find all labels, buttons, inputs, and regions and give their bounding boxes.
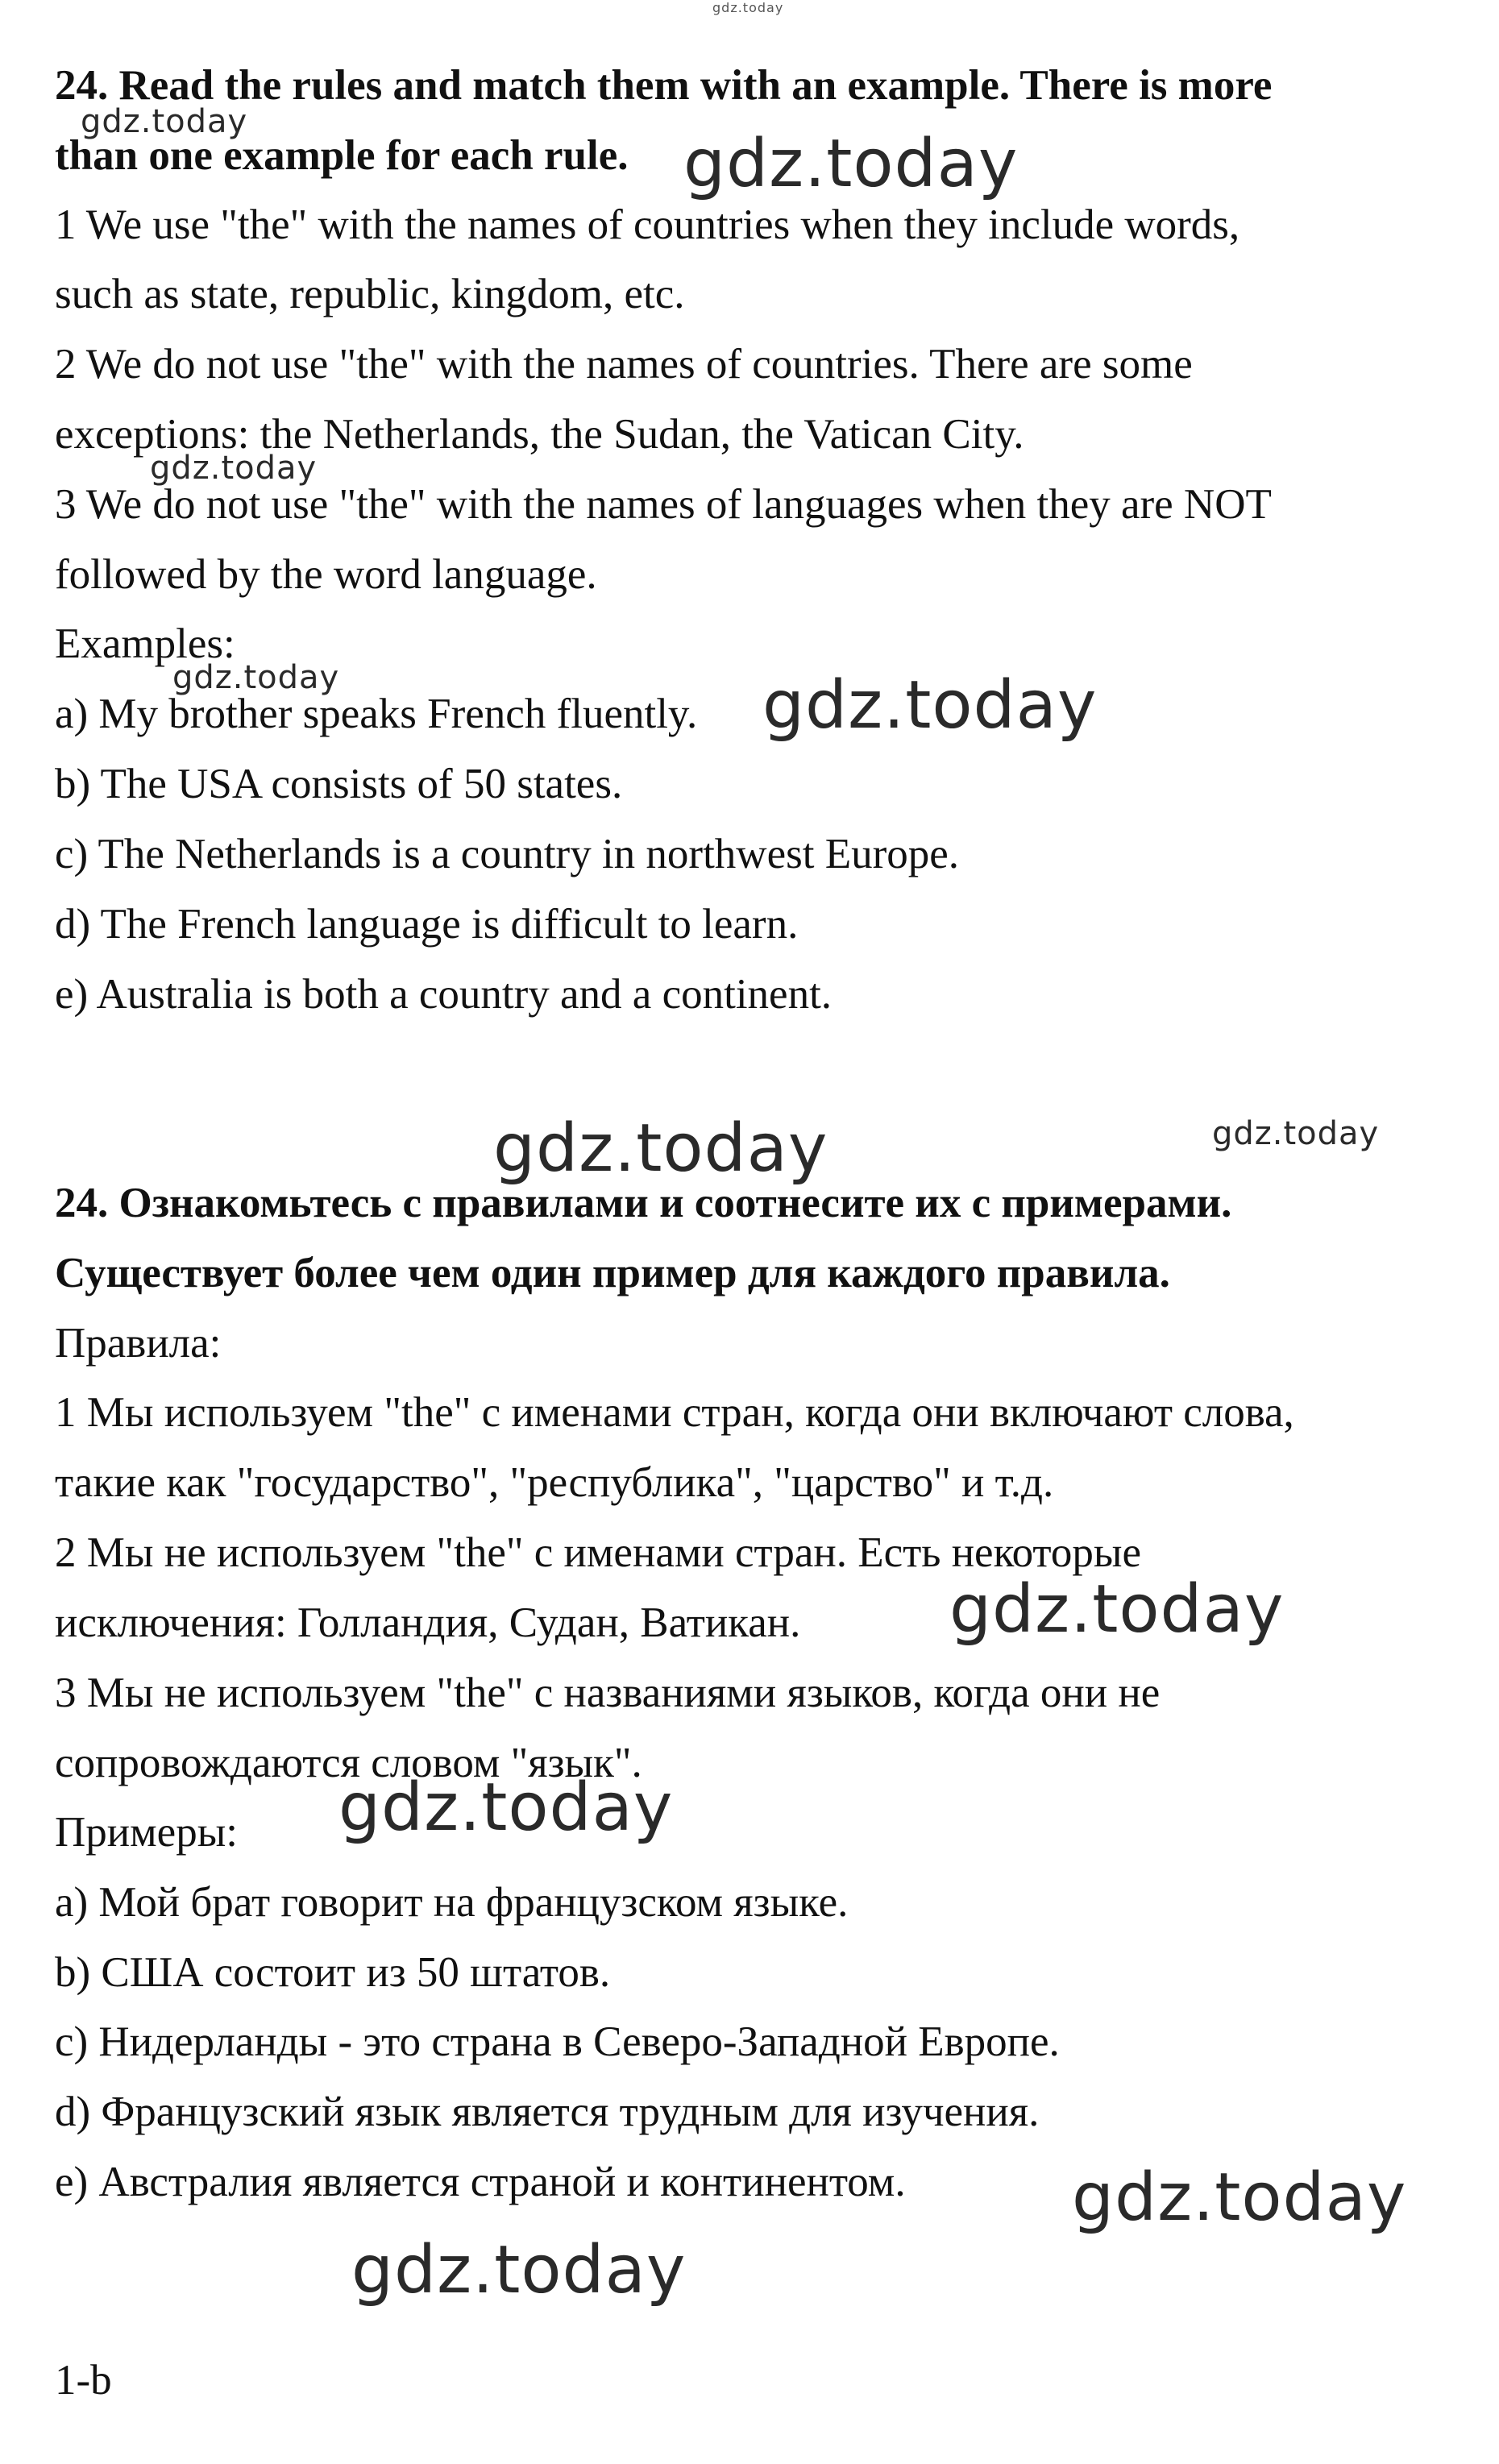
watermark: gdz.today	[1212, 1115, 1380, 1152]
rule-1: 1 We use "the" with the names of countries when they include words,	[55, 201, 1240, 248]
task-heading: Существует более чем один пример для каждого правила.	[55, 1250, 1170, 1296]
rule-3: сопровождаются словом "язык".	[55, 1740, 642, 1786]
example-c: c) The Netherlands is a country in northwest Europe.	[55, 831, 960, 877]
example-d: d) The French language is difficult to learn.	[55, 901, 799, 948]
answer: 1-b	[55, 2357, 112, 2404]
watermark: gdz.today	[150, 450, 318, 487]
rule-2: 2 Мы не используем "the" с именами стран. Есть некоторые	[55, 1529, 1142, 1576]
rule-1: such as state, republic, kingdom, etc.	[55, 271, 685, 317]
task-heading: 24. Read the rules and match them with an example. There is more	[55, 62, 1273, 109]
rule-1: 1 Мы используем "the" с именами стран, когда они включают слова,	[55, 1389, 1294, 1436]
example-a: a) Мой брат говорит на французском языке.	[55, 1879, 849, 1926]
example-b: b) The USA consists of 50 states.	[55, 761, 623, 807]
rules-label: Правила:	[55, 1320, 222, 1367]
watermark: gdz.today	[351, 2232, 687, 2308]
rule-2: exceptions: the Netherlands, the Sudan, the Vatican City.	[55, 411, 1024, 458]
rule-3: 3 We do not use "the" with the names of languages when they are NOT	[55, 481, 1272, 528]
example-e: e) Australia is both a country and a continent.	[55, 971, 833, 1018]
rule-3: 3 Мы не используем "the" с названиями языков, когда они не	[55, 1670, 1161, 1716]
rule-3: followed by the word language.	[55, 551, 597, 598]
example-c: c) Нидерланды - это страна в Северо-Западной Европе.	[55, 2018, 1060, 2065]
watermark: gdz.today	[683, 126, 1019, 202]
rule-1: такие как "государство", "республика", "царство" и т.д.	[55, 1459, 1054, 1506]
watermark: gdz.today	[712, 0, 784, 15]
watermark: gdz.today	[493, 1110, 828, 1187]
rule-2: исключения: Голландия, Судан, Ватикан.	[55, 1599, 801, 1646]
example-a: a) My brother speaks French fluently.	[55, 691, 698, 737]
watermark: gdz.today	[338, 1769, 674, 1846]
rule-2: 2 We do not use "the" with the names of countries. There are some	[55, 341, 1193, 388]
example-d: d) Французский язык является трудным для изучения.	[55, 2089, 1040, 2135]
watermark: gdz.today	[81, 103, 248, 140]
task-heading: than one example for each rule.	[55, 132, 629, 179]
example-b: b) США состоит из 50 штатов.	[55, 1949, 611, 1996]
watermark: gdz.today	[1072, 2159, 1407, 2236]
task-heading: 24. Ознакомьтесь с правилами и соотнесите их с примерами.	[55, 1180, 1232, 1226]
examples-label: Examples:	[55, 620, 235, 667]
watermark: gdz.today	[762, 667, 1098, 744]
watermark: gdz.today	[949, 1571, 1285, 1648]
examples-label: Примеры:	[55, 1809, 239, 1856]
watermark: gdz.today	[172, 659, 340, 696]
example-e: e) Австралия является страной и континентом.	[55, 2159, 906, 2205]
